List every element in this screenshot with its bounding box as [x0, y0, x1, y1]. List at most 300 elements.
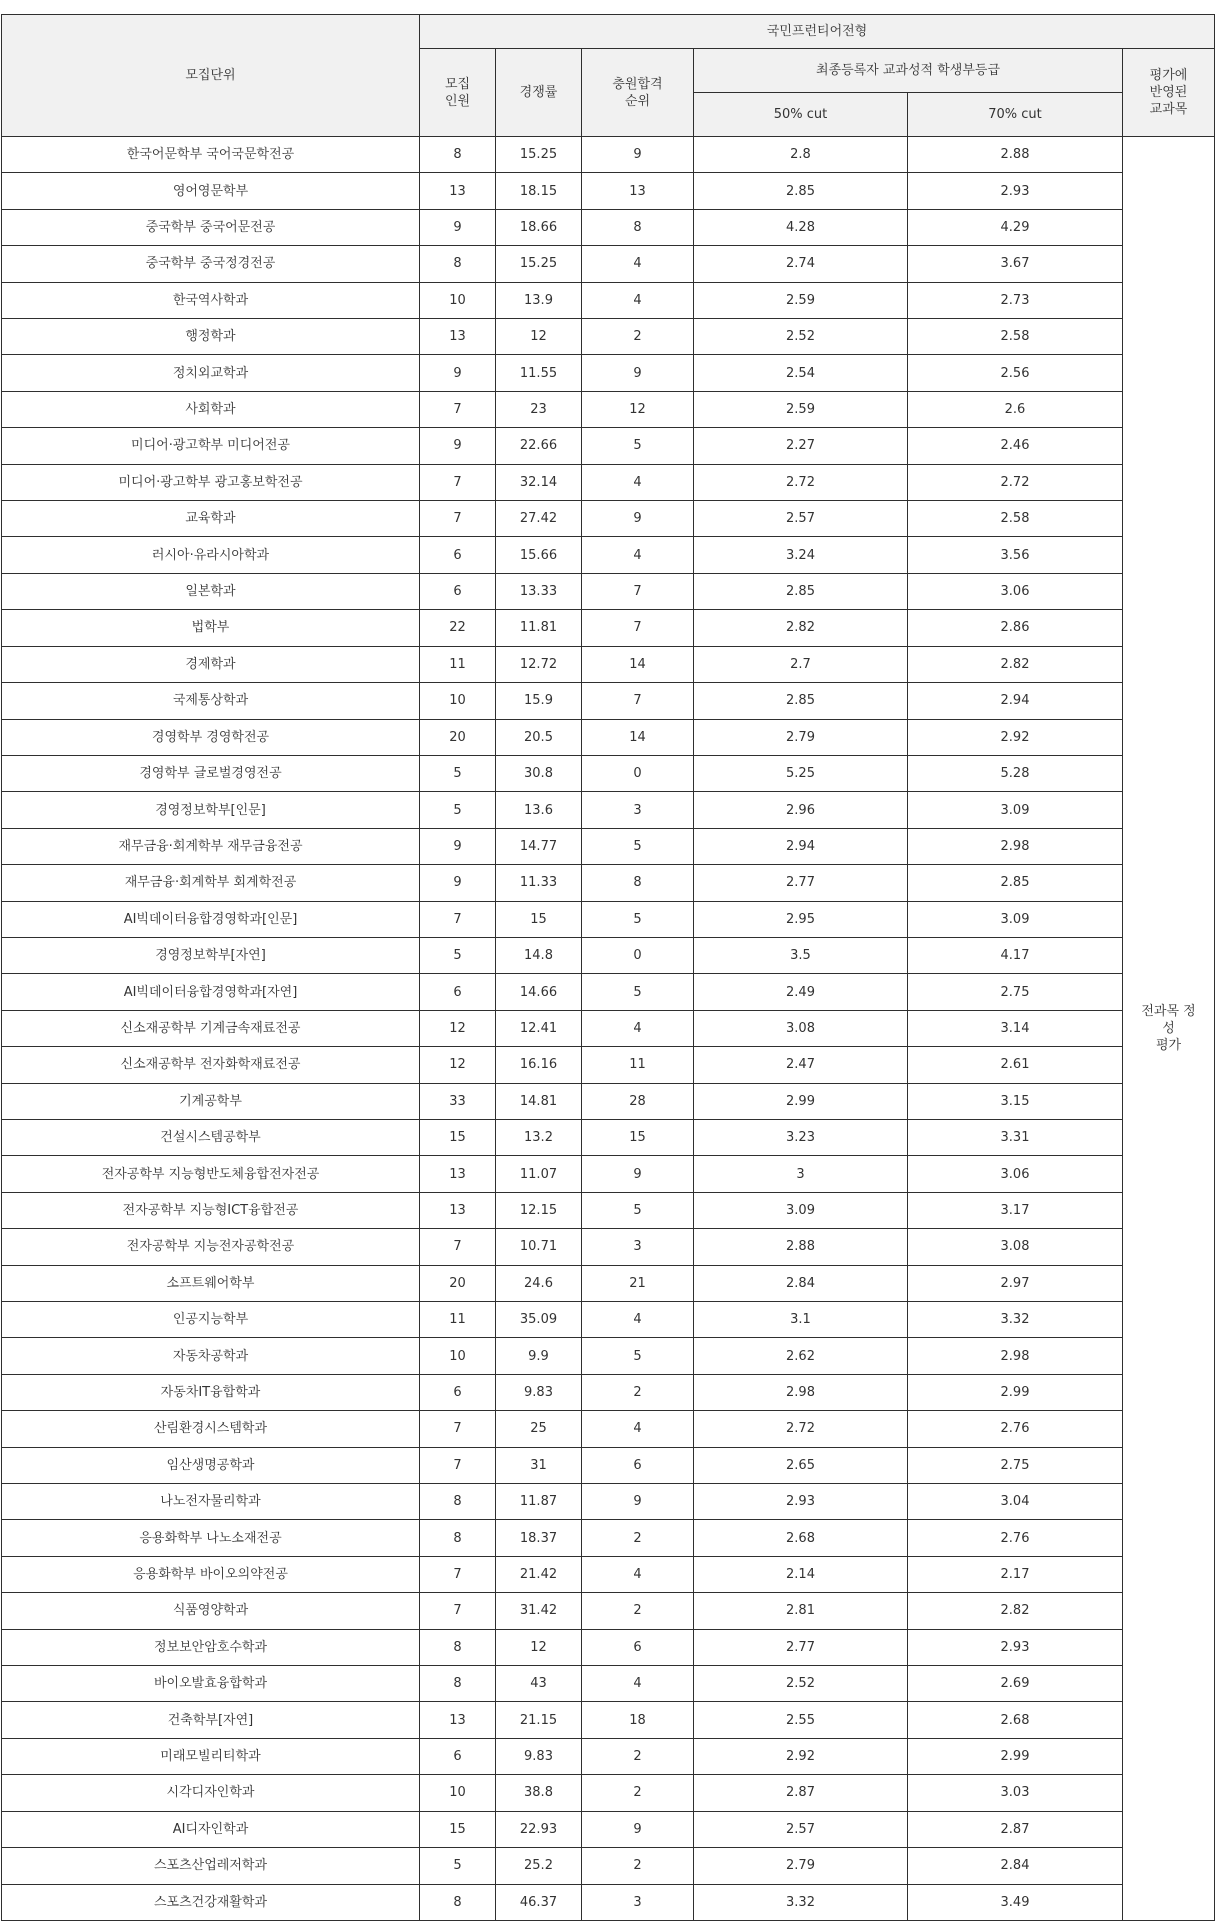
cut70-cell: 2.75 — [908, 1447, 1123, 1483]
waitlist-rank-cell: 4 — [582, 1010, 694, 1046]
cut50-cell: 2.74 — [694, 246, 908, 282]
cut50-cell: 3.09 — [694, 1192, 908, 1228]
quota-cell: 33 — [420, 1083, 496, 1119]
cut70-cell: 2.93 — [908, 1629, 1123, 1665]
unit-cell: 경영학부 글로벌경영전공 — [2, 755, 420, 791]
quota-cell: 5 — [420, 792, 496, 828]
table-row — [2, 428, 1215, 464]
subjects-header-line2: 반영된 — [1149, 85, 1188, 100]
table-row — [2, 1447, 1215, 1483]
subjects-header-line3: 교과목 — [1149, 102, 1188, 117]
unit-cell: 중국학부 중국정경전공 — [2, 246, 420, 282]
waitlist-rank-cell: 2 — [582, 1775, 694, 1811]
unit-cell: 영어영문학부 — [2, 173, 420, 209]
table-row — [2, 610, 1215, 646]
cut50-cell: 2.57 — [694, 1811, 908, 1847]
cut70-cell: 2.99 — [908, 1738, 1123, 1774]
unit-cell: 스포츠건강재활학과 — [2, 1884, 420, 1920]
competition-rate-cell: 15 — [496, 901, 582, 937]
quota-cell: 10 — [420, 1338, 496, 1374]
cut70-cell: 2.85 — [908, 865, 1123, 901]
unit-cell: 경영학부 경영학전공 — [2, 719, 420, 755]
cut70-cell: 2.76 — [908, 1520, 1123, 1556]
competition-rate-cell: 25.2 — [496, 1848, 582, 1884]
waitlist-rank-cell: 9 — [582, 501, 694, 537]
waitlist-rank-cell: 4 — [582, 282, 694, 318]
cut50-cell: 3 — [694, 1156, 908, 1192]
waitlist-rank-cell: 11 — [582, 1047, 694, 1083]
waitlist-rank-cell: 9 — [582, 1811, 694, 1847]
competition-rate-cell: 25 — [496, 1411, 582, 1447]
quota-cell: 8 — [420, 1629, 496, 1665]
competition-rate-cell: 46.37 — [496, 1884, 582, 1920]
competition-rate-cell: 10.71 — [496, 1229, 582, 1265]
quota-cell: 15 — [420, 1811, 496, 1847]
waitlist-rank-cell: 4 — [582, 537, 694, 573]
table-row — [2, 1520, 1215, 1556]
unit-cell: 러시아·유라시아학과 — [2, 537, 420, 573]
cut50-cell: 2.77 — [694, 1629, 908, 1665]
quota-cell: 8 — [420, 246, 496, 282]
cut70-cell: 3.31 — [908, 1119, 1123, 1155]
waitlist-header-line1: 충원합격 — [612, 76, 663, 92]
unit-cell: 기계공학부 — [2, 1083, 420, 1119]
cut70-cell: 2.61 — [908, 1047, 1123, 1083]
table-row — [2, 173, 1215, 209]
cut50-cell: 2.98 — [694, 1374, 908, 1410]
waitlist-rank-cell: 5 — [582, 828, 694, 864]
cut50-cell: 2.99 — [694, 1083, 908, 1119]
waitlist-rank-cell: 4 — [582, 1666, 694, 1702]
cut70-cell: 2.98 — [908, 828, 1123, 864]
cut50-cell: 2.72 — [694, 1411, 908, 1447]
unit-cell: AI빅데이터융합경영학과[자연] — [2, 974, 420, 1010]
table-row — [2, 319, 1215, 355]
cut50-cell: 5.25 — [694, 755, 908, 791]
waitlist-rank-cell: 14 — [582, 719, 694, 755]
cut50-cell: 2.8 — [694, 137, 908, 173]
competition-rate-cell: 11.33 — [496, 865, 582, 901]
table-row — [2, 1593, 1215, 1629]
cut50-cell: 2.85 — [694, 173, 908, 209]
waitlist-rank-cell: 8 — [582, 209, 694, 245]
competition-rate-cell: 12 — [496, 319, 582, 355]
competition-rate-cell: 11.81 — [496, 610, 582, 646]
unit-cell: 인공지능학부 — [2, 1302, 420, 1338]
cut50-cell: 2.95 — [694, 901, 908, 937]
cut70-cell: 2.76 — [908, 1411, 1123, 1447]
cut70-cell: 3.03 — [908, 1775, 1123, 1811]
table-row — [2, 464, 1215, 500]
competition-rate-cell: 31.42 — [496, 1593, 582, 1629]
cut70-cell: 2.86 — [908, 610, 1123, 646]
competition-rate-cell: 9.83 — [496, 1738, 582, 1774]
unit-cell: 소프트웨어학부 — [2, 1265, 420, 1301]
competition-rate-cell: 18.15 — [496, 173, 582, 209]
quota-cell: 6 — [420, 1738, 496, 1774]
unit-cell: 정치외교학과 — [2, 355, 420, 391]
waitlist-rank-cell: 5 — [582, 1338, 694, 1374]
waitlist-rank-cell: 3 — [582, 1229, 694, 1265]
quota-cell: 8 — [420, 1884, 496, 1920]
table-row — [2, 537, 1215, 573]
waitlist-rank-cell: 21 — [582, 1265, 694, 1301]
cut70-cell: 4.17 — [908, 937, 1123, 973]
table-row — [2, 1702, 1215, 1738]
table-row — [2, 719, 1215, 755]
competition-rate-cell: 32.14 — [496, 464, 582, 500]
competition-rate-cell: 14.81 — [496, 1083, 582, 1119]
quota-cell: 9 — [420, 209, 496, 245]
cut70-cell: 3.67 — [908, 246, 1123, 282]
cut50-cell: 2.96 — [694, 792, 908, 828]
cut50-cell: 2.93 — [694, 1484, 908, 1520]
quota-cell: 8 — [420, 1484, 496, 1520]
unit-cell: 전자공학부 지능형ICT융합전공 — [2, 1192, 420, 1228]
admission-type-title: 국민프런티어전형 — [420, 15, 1215, 49]
competition-rate-cell: 22.93 — [496, 1811, 582, 1847]
competition-rate-cell: 13.9 — [496, 282, 582, 318]
competition-rate-cell: 18.66 — [496, 209, 582, 245]
table-body — [2, 137, 1215, 1921]
table-row — [2, 1119, 1215, 1155]
cut70-cell: 3.49 — [908, 1884, 1123, 1920]
cut50-cell: 2.92 — [694, 1738, 908, 1774]
waitlist-rank-cell: 15 — [582, 1119, 694, 1155]
unit-cell: 전자공학부 지능형반도체융합전자전공 — [2, 1156, 420, 1192]
table-row — [2, 501, 1215, 537]
unit-cell: 일본학과 — [2, 573, 420, 609]
table-row — [2, 828, 1215, 864]
table-row — [2, 1010, 1215, 1046]
cut70-cell: 2.6 — [908, 391, 1123, 427]
cut50-cell: 3.23 — [694, 1119, 908, 1155]
table-row — [2, 137, 1215, 173]
cut70-header: 70% cut — [908, 93, 1123, 137]
cut50-cell: 2.47 — [694, 1047, 908, 1083]
quota-cell: 7 — [420, 1411, 496, 1447]
waitlist-rank-cell: 3 — [582, 792, 694, 828]
quota-header-line1: 모집 — [444, 76, 471, 92]
cut70-cell: 2.84 — [908, 1848, 1123, 1884]
unit-cell: 미디어·광고학부 미디어전공 — [2, 428, 420, 464]
cut70-cell: 5.28 — [908, 755, 1123, 791]
competition-rate-cell: 9.83 — [496, 1374, 582, 1410]
cut70-cell: 2.46 — [908, 428, 1123, 464]
cut70-cell: 3.32 — [908, 1302, 1123, 1338]
quota-cell: 6 — [420, 974, 496, 1010]
waitlist-rank-cell: 0 — [582, 937, 694, 973]
quota-cell: 7 — [420, 1229, 496, 1265]
waitlist-rank-cell: 4 — [582, 1411, 694, 1447]
competition-rate-cell: 24.6 — [496, 1265, 582, 1301]
table-row — [2, 1374, 1215, 1410]
competition-rate-cell: 21.42 — [496, 1556, 582, 1592]
table-row — [2, 1738, 1215, 1774]
unit-cell: 정보보안암호수학과 — [2, 1629, 420, 1665]
unit-cell: 응용화학부 바이오의약전공 — [2, 1556, 420, 1592]
unit-cell: 사회학과 — [2, 391, 420, 427]
subjects-note-line: 전과목 정 — [1141, 1003, 1196, 1019]
quota-cell: 7 — [420, 901, 496, 937]
competition-rate-cell: 18.37 — [496, 1520, 582, 1556]
cut50-cell: 2.79 — [694, 719, 908, 755]
waitlist-rank-cell: 7 — [582, 683, 694, 719]
waitlist-rank-cell: 6 — [582, 1447, 694, 1483]
cut50-cell: 2.65 — [694, 1447, 908, 1483]
waitlist-rank-cell: 18 — [582, 1702, 694, 1738]
unit-cell: 자동차IT융합학과 — [2, 1374, 420, 1410]
waitlist-rank-cell: 5 — [582, 901, 694, 937]
quota-cell: 20 — [420, 1265, 496, 1301]
competition-rate-cell: 13.33 — [496, 573, 582, 609]
cut50-cell: 2.62 — [694, 1338, 908, 1374]
cut70-cell: 2.75 — [908, 974, 1123, 1010]
table-row — [2, 901, 1215, 937]
quota-cell: 5 — [420, 1848, 496, 1884]
unit-cell: 식품영양학과 — [2, 1593, 420, 1629]
table-row — [2, 209, 1215, 245]
unit-cell: 응용화학부 나노소재전공 — [2, 1520, 420, 1556]
competition-rate-cell: 9.9 — [496, 1338, 582, 1374]
cut70-cell: 2.68 — [908, 1702, 1123, 1738]
cut70-cell: 4.29 — [908, 209, 1123, 245]
competition-rate-cell: 11.55 — [496, 355, 582, 391]
competition-rate-cell: 14.66 — [496, 974, 582, 1010]
quota-cell: 22 — [420, 610, 496, 646]
unit-cell: 신소재공학부 기계금속재료전공 — [2, 1010, 420, 1046]
waitlist-rank-cell: 28 — [582, 1083, 694, 1119]
table-row — [2, 1302, 1215, 1338]
cut50-cell: 2.54 — [694, 355, 908, 391]
quota-cell: 8 — [420, 1520, 496, 1556]
cut50-cell: 3.5 — [694, 937, 908, 973]
cut70-cell: 2.69 — [908, 1666, 1123, 1702]
cut70-cell: 3.09 — [908, 901, 1123, 937]
table-row — [2, 646, 1215, 682]
cut50-cell: 2.82 — [694, 610, 908, 646]
competition-rate-cell: 15.66 — [496, 537, 582, 573]
waitlist-rank-cell: 9 — [582, 1484, 694, 1520]
quota-cell: 9 — [420, 355, 496, 391]
quota-cell: 9 — [420, 865, 496, 901]
cut70-cell: 2.92 — [908, 719, 1123, 755]
unit-cell: AI디자인학과 — [2, 1811, 420, 1847]
quota-cell: 12 — [420, 1010, 496, 1046]
waitlist-rank-cell: 7 — [582, 610, 694, 646]
table-row — [2, 1884, 1215, 1920]
quota-cell: 13 — [420, 319, 496, 355]
waitlist-rank-cell: 2 — [582, 1738, 694, 1774]
cut70-cell: 2.88 — [908, 137, 1123, 173]
table-row — [2, 1411, 1215, 1447]
quota-cell: 13 — [420, 1702, 496, 1738]
waitlist-rank-cell: 3 — [582, 1884, 694, 1920]
quota-cell: 7 — [420, 391, 496, 427]
table-row — [2, 792, 1215, 828]
cut70-cell: 3.06 — [908, 573, 1123, 609]
cut70-cell: 3.06 — [908, 1156, 1123, 1192]
unit-cell: 법학부 — [2, 610, 420, 646]
waitlist-rank-cell: 2 — [582, 1520, 694, 1556]
waitlist-rank-cell: 2 — [582, 1593, 694, 1629]
cut70-cell: 2.97 — [908, 1265, 1123, 1301]
quota-cell: 13 — [420, 1156, 496, 1192]
cut70-cell: 2.82 — [908, 646, 1123, 682]
quota-cell: 8 — [420, 137, 496, 173]
table-row — [2, 1811, 1215, 1847]
competition-rate-cell: 11.07 — [496, 1156, 582, 1192]
competition-rate-cell: 14.77 — [496, 828, 582, 864]
quota-cell: 10 — [420, 282, 496, 318]
quota-cell: 12 — [420, 1047, 496, 1083]
quota-cell: 20 — [420, 719, 496, 755]
table-row — [2, 1666, 1215, 1702]
competition-rate-cell: 27.42 — [496, 501, 582, 537]
quota-cell: 5 — [420, 755, 496, 791]
competition-header: 경쟁률 — [496, 49, 582, 137]
cut50-cell: 2.59 — [694, 282, 908, 318]
cut50-cell: 2.79 — [694, 1848, 908, 1884]
table-row — [2, 1156, 1215, 1192]
unit-cell: 미래모빌리티학과 — [2, 1738, 420, 1774]
quota-cell: 7 — [420, 1447, 496, 1483]
competition-rate-cell: 23 — [496, 391, 582, 427]
cut50-cell: 3.32 — [694, 1884, 908, 1920]
cut70-cell: 2.56 — [908, 355, 1123, 391]
unit-cell: 시각디자인학과 — [2, 1775, 420, 1811]
competition-rate-cell: 30.8 — [496, 755, 582, 791]
cut50-cell: 2.7 — [694, 646, 908, 682]
quota-cell: 13 — [420, 173, 496, 209]
unit-cell: 교육학과 — [2, 501, 420, 537]
subjects-note-line: 성 — [1162, 1020, 1175, 1036]
competition-rate-cell: 12.15 — [496, 1192, 582, 1228]
table-header — [2, 15, 1215, 137]
waitlist-rank-cell: 5 — [582, 428, 694, 464]
cut70-cell: 2.17 — [908, 1556, 1123, 1592]
table-row — [2, 937, 1215, 973]
waitlist-header — [582, 49, 694, 137]
cut70-cell: 3.15 — [908, 1083, 1123, 1119]
unit-cell: 재무금융·회계학부 재무금융전공 — [2, 828, 420, 864]
unit-cell: 산림환경시스템학과 — [2, 1411, 420, 1447]
cut50-cell: 2.68 — [694, 1520, 908, 1556]
cut50-cell: 2.49 — [694, 974, 908, 1010]
table-row — [2, 683, 1215, 719]
quota-cell: 11 — [420, 1302, 496, 1338]
competition-rate-cell: 15.25 — [496, 137, 582, 173]
waitlist-rank-cell: 6 — [582, 1629, 694, 1665]
quota-cell: 15 — [420, 1119, 496, 1155]
competition-rate-cell: 13.2 — [496, 1119, 582, 1155]
quota-cell: 9 — [420, 828, 496, 864]
waitlist-rank-cell: 14 — [582, 646, 694, 682]
cut50-cell: 2.77 — [694, 865, 908, 901]
waitlist-rank-cell: 2 — [582, 1374, 694, 1410]
competition-rate-cell: 15.9 — [496, 683, 582, 719]
table-row — [2, 1083, 1215, 1119]
cut70-cell: 2.99 — [908, 1374, 1123, 1410]
table-row — [2, 573, 1215, 609]
quota-cell: 9 — [420, 428, 496, 464]
waitlist-rank-cell: 9 — [582, 355, 694, 391]
quota-cell: 6 — [420, 1374, 496, 1410]
admissions-results-table — [1, 14, 1215, 1921]
unit-cell: 국제통상학과 — [2, 683, 420, 719]
unit-cell: 중국학부 중국어문전공 — [2, 209, 420, 245]
unit-cell: 나노전자물리학과 — [2, 1484, 420, 1520]
unit-cell: 건축학부[자연] — [2, 1702, 420, 1738]
unit-cell: 행정학과 — [2, 319, 420, 355]
unit-cell: AI빅데이터융합경영학과[인문] — [2, 901, 420, 937]
competition-rate-cell: 11.87 — [496, 1484, 582, 1520]
table-row — [2, 1192, 1215, 1228]
cut50-cell: 2.84 — [694, 1265, 908, 1301]
cut50-cell: 2.81 — [694, 1593, 908, 1629]
waitlist-header-line2: 순위 — [624, 93, 651, 109]
cut50-cell: 2.94 — [694, 828, 908, 864]
table-row — [2, 282, 1215, 318]
cut50-cell: 2.52 — [694, 319, 908, 355]
waitlist-rank-cell: 9 — [582, 1156, 694, 1192]
unit-cell: 스포츠산업레저학과 — [2, 1848, 420, 1884]
waitlist-rank-cell: 12 — [582, 391, 694, 427]
competition-rate-cell: 21.15 — [496, 1702, 582, 1738]
cut50-cell: 2.88 — [694, 1229, 908, 1265]
waitlist-rank-cell: 4 — [582, 246, 694, 282]
unit-cell: 건설시스템공학부 — [2, 1119, 420, 1155]
cut70-cell: 2.87 — [908, 1811, 1123, 1847]
competition-rate-cell: 43 — [496, 1666, 582, 1702]
evaluated-subjects-cell — [1123, 137, 1215, 1921]
competition-rate-cell: 12 — [496, 1629, 582, 1665]
cut50-cell: 2.27 — [694, 428, 908, 464]
unit-cell: 한국어문학부 국어국문학전공 — [2, 137, 420, 173]
quota-cell: 10 — [420, 683, 496, 719]
unit-cell: 자동차공학과 — [2, 1338, 420, 1374]
table-row — [2, 1848, 1215, 1884]
cut70-cell: 2.58 — [908, 319, 1123, 355]
cut70-cell: 2.98 — [908, 1338, 1123, 1374]
competition-rate-cell: 14.8 — [496, 937, 582, 973]
waitlist-rank-cell: 13 — [582, 173, 694, 209]
cut50-cell: 2.72 — [694, 464, 908, 500]
unit-cell: 경영정보학부[자연] — [2, 937, 420, 973]
unit-cell: 한국역사학과 — [2, 282, 420, 318]
quota-cell: 11 — [420, 646, 496, 682]
cut70-cell: 2.94 — [908, 683, 1123, 719]
table-row — [2, 1775, 1215, 1811]
competition-rate-cell: 12.72 — [496, 646, 582, 682]
quota-header — [420, 49, 496, 137]
waitlist-rank-cell: 2 — [582, 1848, 694, 1884]
competition-rate-cell: 38.8 — [496, 1775, 582, 1811]
cut50-header: 50% cut — [694, 93, 908, 137]
subjects-note-line: 평가 — [1155, 1037, 1182, 1053]
table-row — [2, 1229, 1215, 1265]
cut50-cell: 4.28 — [694, 209, 908, 245]
unit-cell: 임산생명공학과 — [2, 1447, 420, 1483]
table-row — [2, 391, 1215, 427]
waitlist-rank-cell: 2 — [582, 319, 694, 355]
competition-rate-cell: 15.25 — [496, 246, 582, 282]
waitlist-rank-cell: 4 — [582, 464, 694, 500]
cut70-cell: 3.56 — [908, 537, 1123, 573]
cut50-cell: 3.08 — [694, 1010, 908, 1046]
unit-cell: 신소재공학부 전자화학재료전공 — [2, 1047, 420, 1083]
subjects-header-line1: 평가에 — [1149, 68, 1188, 83]
